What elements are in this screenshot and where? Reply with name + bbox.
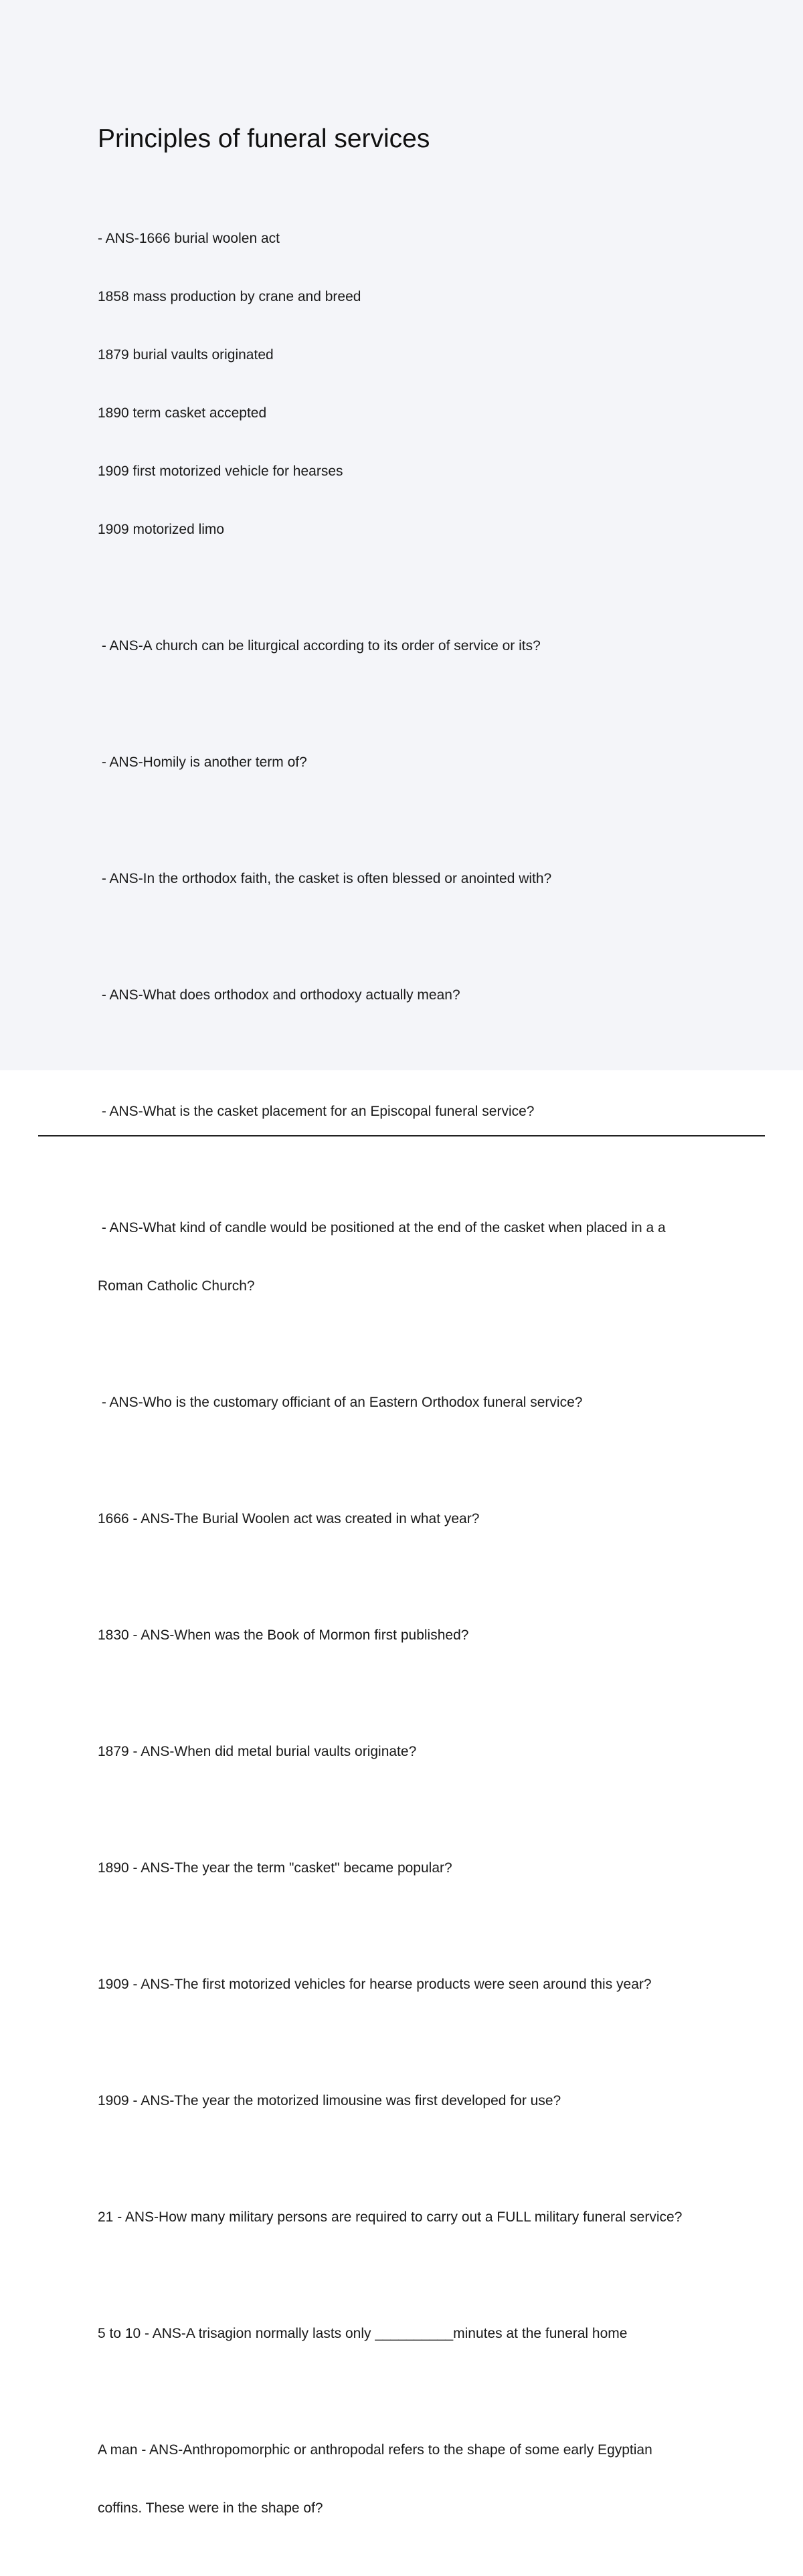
- qa-block: [98, 2401, 740, 2557]
- qa-line: 1909 motorized limo: [98, 522, 225, 537]
- qa-line: 1879 - ANS-When did metal burial vaults originate?: [98, 1744, 417, 1759]
- qa-line: - ANS-What does orthodox and orthodoxy actually mean?: [98, 987, 460, 1003]
- qa-line: 5 to 10 - ANS-A trisagion normally lasts only __________minutes at the funeral home: [98, 2326, 628, 2341]
- qa-block: [98, 1354, 740, 1451]
- qa-block: [98, 714, 740, 811]
- qa-block: [98, 1470, 740, 1567]
- qa-block: [98, 1587, 740, 1684]
- qa-block: [98, 2052, 740, 2149]
- qa-line: - ANS-Who is the customary officiant of an Eastern Orthodox funeral service?: [98, 1395, 583, 1410]
- qa-line: - ANS-1666 burial woolen act: [98, 231, 280, 246]
- qa-line: 1858 mass production by crane and breed: [98, 289, 361, 304]
- qa-block: [98, 190, 740, 578]
- footer-divider: [38, 1135, 765, 1136]
- qa-line: Roman Catholic Church?: [98, 1278, 255, 1294]
- qa-line: 21 - ANS-How many military persons are required to carry out a FULL military funeral service?: [98, 2209, 683, 2225]
- qa-line: - ANS-Homily is another term of?: [98, 755, 307, 770]
- qa-block: [98, 1063, 740, 1160]
- qa-block: [98, 1703, 740, 1800]
- document-content: [98, 120, 740, 2576]
- qa-line: 1890 - ANS-The year the term "casket" became popular?: [98, 1860, 452, 1876]
- qa-block: [98, 597, 740, 694]
- qa-line: coffins. These were in the shape of?: [98, 2500, 323, 2516]
- qa-line: 1890 term casket accepted: [98, 405, 267, 421]
- qa-line: 1909 - ANS-The first motorized vehicles for hearse products were seen around this year?: [98, 1977, 652, 1992]
- qa-block: [98, 2169, 740, 2266]
- qa-block: [98, 1179, 740, 1334]
- qa-line: - ANS-In the orthodox faith, the casket is often blessed or anointed with?: [98, 871, 552, 886]
- qa-line: 1879 burial vaults originated: [98, 347, 274, 363]
- qa-line: A man - ANS-Anthropomorphic or anthropodal refers to the shape of some early Egyptian: [98, 2442, 652, 2458]
- qa-line: 1830 - ANS-When was the Book of Mormon first published?: [98, 1627, 469, 1643]
- qa-block: [98, 2285, 740, 2382]
- qa-line: 1909 - ANS-The year the motorized limousine was first developed for use?: [98, 2093, 561, 2108]
- qa-block: [98, 1819, 740, 1916]
- qa-block: [98, 1936, 740, 2033]
- qa-line: - ANS-A church can be liturgical according to its order of service or its?: [98, 638, 541, 654]
- qa-line: 1909 first motorized vehicle for hearses: [98, 464, 343, 479]
- qa-block: [98, 830, 740, 927]
- qa-line: 1666 - ANS-The Burial Woolen act was created in what year?: [98, 1511, 480, 1526]
- document-title: Principles of funeral services: [98, 124, 430, 153]
- qa-line: - ANS-What kind of candle would be positioned at the end of the casket when placed in a a: [98, 1220, 666, 1235]
- qa-block: [98, 947, 740, 1044]
- qa-line: - ANS-What is the casket placement for an Episcopal funeral service?: [98, 1104, 535, 1119]
